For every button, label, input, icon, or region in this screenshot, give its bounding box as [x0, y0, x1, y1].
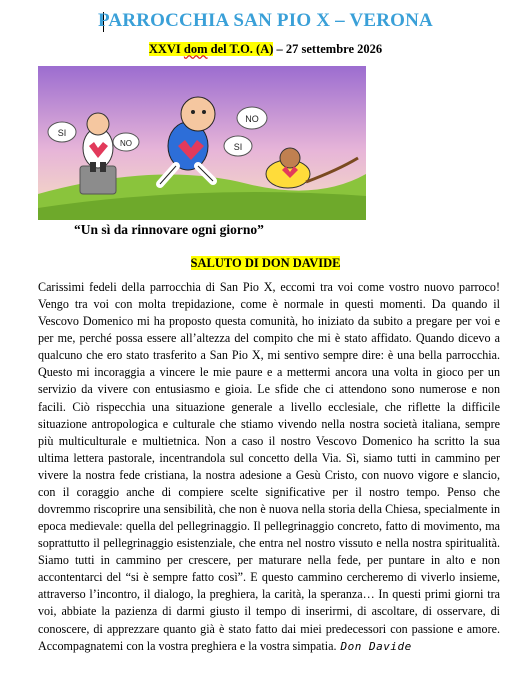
bubble-no-right: [237, 107, 267, 129]
center-figure-head: [181, 97, 215, 131]
stone-box: [80, 166, 116, 194]
date-highlight-b: dom: [183, 42, 208, 56]
bubble-no-mid-text: NO: [120, 139, 132, 148]
page-title: PARROCCHIA SAN PIO X – VERONA: [98, 10, 433, 31]
bubble-si-right: [224, 136, 252, 156]
date-rest: – 27 settembre 2026: [273, 42, 383, 56]
signature: Don Davide: [340, 639, 412, 653]
bubble-si-left-text: SI: [57, 128, 67, 138]
bubble-si-right-text: SI: [233, 142, 243, 152]
image-caption: “Un sì da rinnovare ogni giorno”: [74, 222, 264, 237]
body-paragraph: Carissimi fedeli della parrocchia di San Pio X, eccomi tra voi come vostro nuovo parroco! Vengo tra voi con molta trepidazione, come è normale in questi momenti. Da quando il Vescovo Domenico mi ha proposto questa comunità, ho iniziato da subito a pregare per voi e per me, perché possa essere all’altezza del compito che mi è stato affidato. Quando dicevo a qualcuno che ero stato trasferito a San Pio X, mi sentivo sempre dire: è una bella parrocchia. Questo mi incoraggia a vincere le mie paure e a mettermi ancora una volta in gioco per un servizio da vivere con entusiasmo e gioia. Le sfide che ci attendono sono numerose e non facili. Ciò rispecchia una situazione generale a livello ecclesiale, che riflette la difficile situazione antropologica e culturale che stiamo vivendo nella nostra società italiana, sempre più multiculturale e multietnica. Non a caso il nostro Vescovo Domenico ha scritto la sua ultima lettera pastorale, incentrandola sul concetto della Via. Sì, siamo tutti in cammino per vivere la nostra fede cristiana, la nostra adesione a Gesù Cristo, con nuovo vigore e slancio, con il coraggio anche di compiere scelte significative per il nostro tempo. Penso che dovremmo riscoprire una sensibilità, che non è nuova nella storia della Chiesa, specialmente in epoca medievale: quella del pellegrinaggio. Il pellegrinaggio concreto, fatto di movimento, ma soprattutto il pellegrinaggio esistenziale, che entra nel nostro vissuto e nella nostra spiritualità. Siamo tutti in cammino per crescere, per maturare nella fede, per puntare in alto e non accontentarci del “si è sempre fatto così”. E questo cammino cercheremo di viverlo insieme, attraverso l’incontro, il dialogo, la preghiera, la carità, la speranza… In questi primi giorni tra voi, abbiate la pazienza di darmi giusto il tempo di inserirmi, di ascoltare, di osservare, di conoscere, di apprezzare quanto già è stato fatto dai miei predecessori con passione e amore. Accompagnatemi con la vostra preghiera e la vostra simpatia.: [38, 280, 500, 653]
bubble-no-mid: [113, 133, 139, 151]
left-figure-legs: [90, 162, 96, 172]
bubble-no-right-text: NO: [245, 114, 259, 124]
section-title-text: SALUTO DI DON DAVIDE: [190, 256, 341, 270]
pilgrim-illustration: [38, 66, 366, 220]
bubble-si-left: [48, 122, 76, 142]
date-highlight-a: XXVI: [148, 42, 184, 56]
date-highlight-c: del T.O. (A): [207, 42, 274, 56]
section-title: [0, 256, 531, 271]
jesus-figure-head: [280, 148, 300, 168]
left-figure-head: [87, 113, 109, 135]
liturgical-date: [0, 42, 531, 57]
body-letter: [38, 279, 500, 655]
